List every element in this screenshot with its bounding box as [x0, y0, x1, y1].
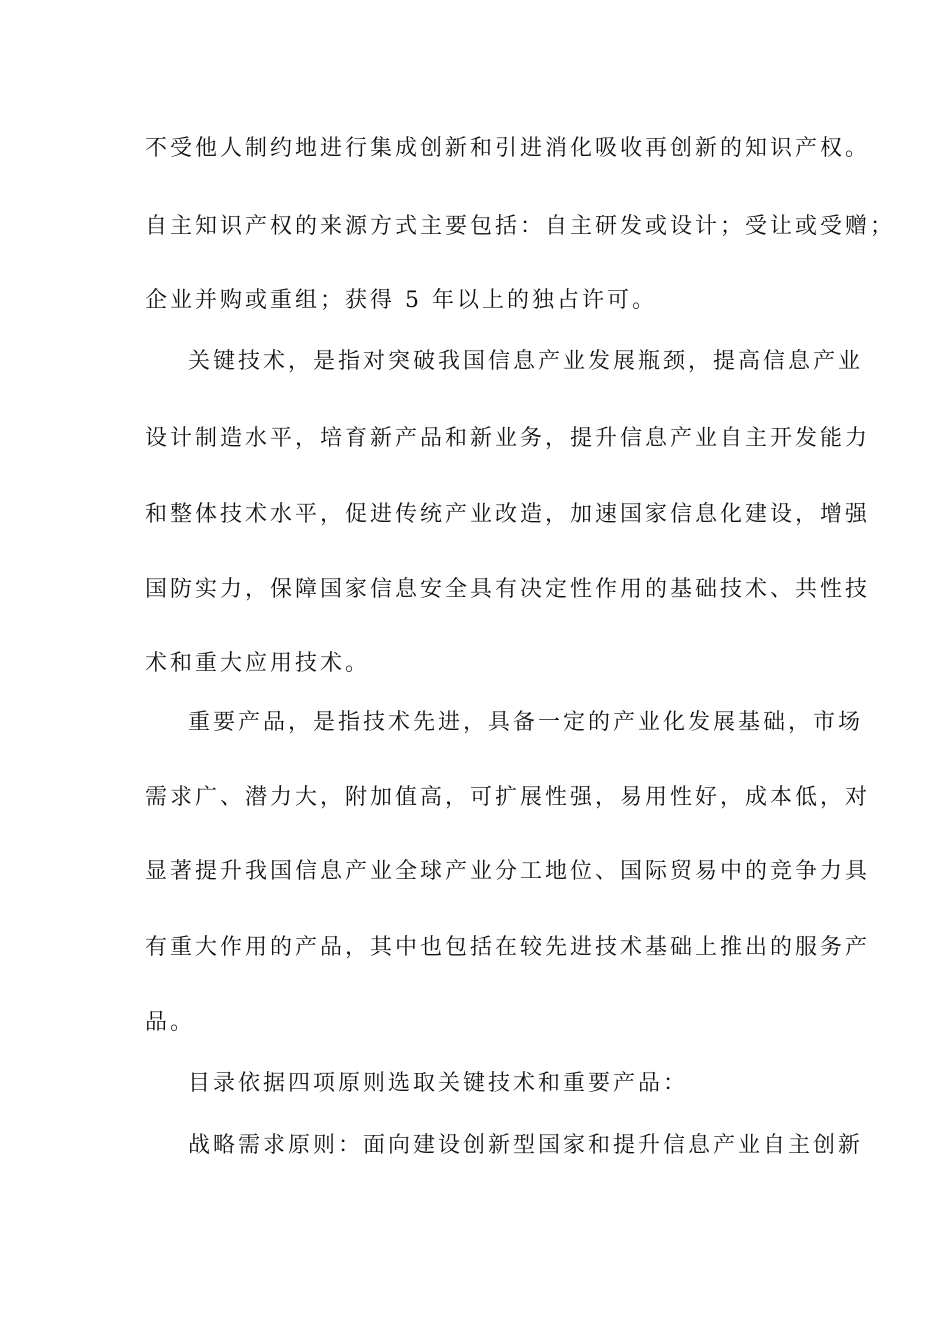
paragraph-first-line: 目录依据四项原则选取关键技术和重要产品： [188, 1071, 689, 1096]
text-line: 品。 [145, 1010, 196, 1035]
text-line: 显著提升我国信息产业全球产业分工地位、国际贸易中的竞争力具 [145, 859, 871, 884]
paragraph-first-line: 重要产品，是指技术先进，具备一定的产业化发展基础，市场 [188, 710, 864, 735]
text-line: 和整体技术水平，促进传统产业改造，加速国家信息化建设，增强 [145, 502, 871, 527]
text-line: 需求广、潜力大，附加值高，可扩展性强，易用性好，成本低，对 [145, 785, 871, 810]
paragraph-first-line: 战略需求原则：面向建设创新型国家和提升信息产业自主创新 [188, 1133, 864, 1158]
text-line: 设计制造水平，培育新产品和新业务，提升信息产业自主开发能力 [145, 426, 871, 451]
text-line: 企业并购或重组；获得 5 年以上的独占许可。 [145, 288, 657, 313]
text-line: 不受他人制约地进行集成创新和引进消化吸收再创新的知识产权。 [145, 136, 871, 161]
text-line: 自主知识产权的来源方式主要包括：自主研发或设计；受让或受赠； [145, 214, 896, 239]
text-line: 国防实力，保障国家信息安全具有决定性作用的基础技术、共性技 [145, 577, 871, 602]
paragraph-first-line: 关键技术，是指对突破我国信息产业发展瓶颈，提高信息产业 [188, 349, 864, 374]
text-line: 术和重大应用技术。 [145, 651, 371, 676]
text-line: 有重大作用的产品，其中也包括在较先进技术基础上推出的服务产 [145, 935, 871, 960]
